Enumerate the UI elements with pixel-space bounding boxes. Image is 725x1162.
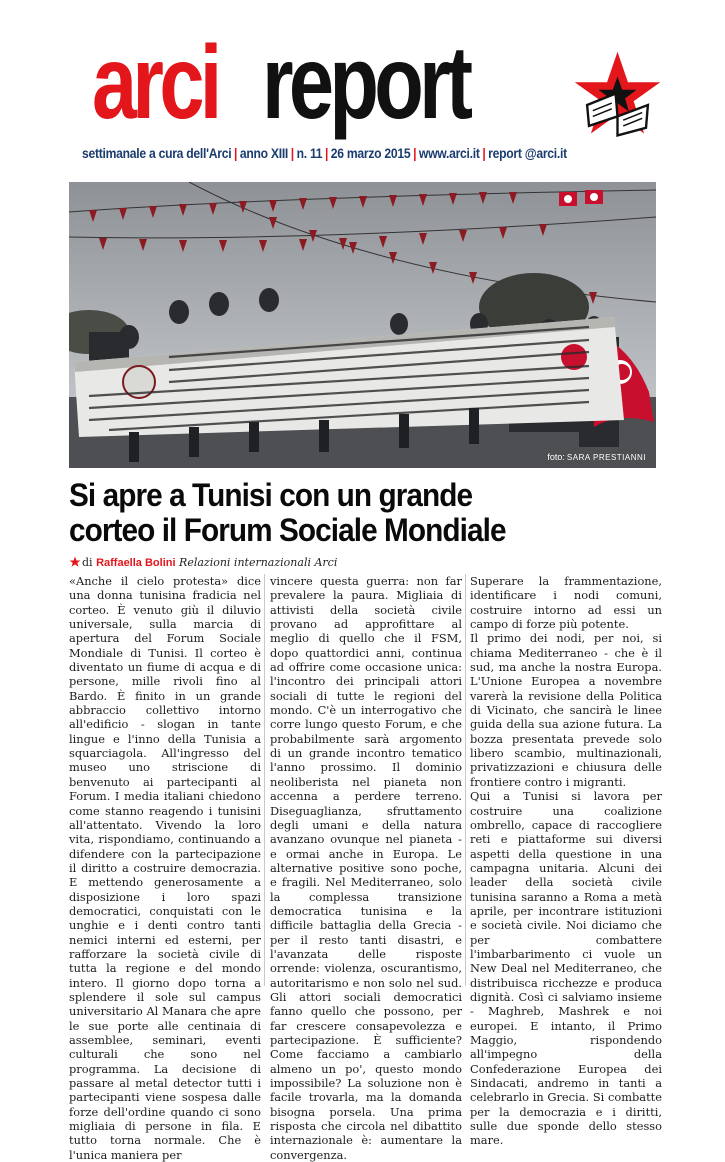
article-column-1	[69, 574, 261, 1162]
photo-credit	[547, 452, 646, 462]
issue-date: 26 marzo 2015	[330, 146, 411, 161]
masthead-arci: arci	[92, 25, 218, 141]
protest-banner-illustration	[69, 182, 656, 468]
publisher-text: settimanale a cura dell'Arci	[82, 146, 232, 161]
paragraph: Superare la frammentazione, identificare i nodi comuni, costruire intorno ad essi un campo di forze più potente.	[470, 574, 662, 632]
article-column-2	[270, 574, 462, 1162]
year-text: anno XIII	[239, 146, 289, 161]
article-column-3	[470, 574, 662, 1148]
website-link[interactable]: www.arci.it	[418, 146, 480, 161]
masthead-report: report	[262, 25, 469, 141]
headline-line-1: Si apre a Tunisi con un grande	[69, 477, 473, 513]
paragraph: vincere questa guerra: non far prevalere la paura. Migliaia di attivisti della società civile provano ad approfittare al meglio di quello che il FSM, dopo quattordici anni, continua ad offrire come occasione unica: l'incontro dei principali attori sociali di tutte le regioni del mondo. C'è un interrogativo che corre lungo questo Forum, e che probabilmente sarà argomento di un grande incontro tematico l'anno prossimo. Il dominio neoliberista nel pianeta non accenna a perdere terreno. Diseguaglianza, sfruttamento degli umani e della natura avanzano ovunque nel pianeta - e ormai anche in Europa. Le alternative positive sono poche, e fragili. Nel Mediterraneo, solo la complessa transizione democratica tunisina e la difficile battaglia della Grecia - per il resto tanti disastri, e l'avanzata delle risposte orrende: violenza, oscurantismo, autoritarismo e non solo nel sud. Gli attori sociali democratici fanno quello che possono, per far crescere consapevolezza e partecipazione. È sufficiente? Come facciamo a cambiarlo almeno un po', questo mondo impossibile? La soluzione non è facile trovarla, ma la domanda bisogna porsela. Una prima risposta che circola nel dibattito internazionale è: aumentare la convergenza.	[270, 574, 462, 1162]
red-star-with-book-icon	[570, 48, 665, 143]
article-headline	[69, 478, 669, 548]
march-photo	[69, 182, 656, 468]
paragraph: Il primo dei nodi, per noi, si chiama Mediterraneo - che è il sud, ma anche la nostra Europa. L'Unione Europea a novembre varerà la revisione della Politica di Vicinato, che sancirà le linee guida della sua azione futura. La bozza presentata prevede solo libero scambio, multinazionali, privatizzazioni e chiusura delle frontiere contro i migranti.	[470, 631, 662, 789]
headline-line-2: corteo il Forum Sociale Mondiale	[69, 512, 506, 548]
author-role: Relazioni internazionali Arci	[179, 556, 338, 569]
column-divider	[465, 574, 466, 986]
issue-number: n. 11	[296, 146, 323, 161]
masthead	[0, 25, 725, 148]
author-name: Raffaella Bolini	[96, 557, 176, 569]
byline-prefix: di	[82, 556, 93, 569]
paragraph: «Anche il cielo protesta» dice una donna tunisina fradicia nel corteo. È venuto giù il diluvio universale, sulla marcia di apertura del Forum Sociale Mondiale di Tunisi. Il corteo è diventato un fiume di acqua e di persone, mille rivoli fino al Bardo. È finito in un grande abbraccio collettivo intorno all'edificio - slogan in tante lingue e l'inno della Tunisia a squarciagola. All'ingresso del museo uno striscione di benvenuto ai partecipanti al Forum. I media italiani chiedono come stanno reagendo i tunisini all'attentato. Vivendo la loro vita, rispondiamo, continuando a difendere con la partecipazione il diritto a costruire democrazia. E mettendo generosamente a disposizione i loro spazi democratici, conquistati con le unghie e i denti contro tanti nemici interni ed esterni, per rafforzare la società civile di tutta la regione e del mondo intero. Il giorno dopo torna a splendere il sole sul campus universitario Al Manara che apre le sue porte alle centinaia di assemblee, seminari, eventi culturali che sono nel programma. La decisione di passare al metal detector tutti i partecipanti viene sospesa dalle forze dell'ordine quando ci sono migliaia di persone in fila. E tutto torna normale. Che è l'unica maniera per	[69, 574, 261, 1162]
byline	[69, 556, 337, 569]
column-divider	[264, 574, 265, 986]
photo-credit-label: foto:	[547, 452, 565, 462]
email-link[interactable]: report @arci.it	[488, 146, 567, 161]
photo-credit-name: SARA PRESTIANNI	[566, 453, 646, 462]
red-star-icon	[69, 556, 81, 568]
issue-info-line: settimanale a cura dell'Arci | anno XIII | n. 11 | 26 marzo 2015 | www.arci.it | report @arci.it	[82, 146, 567, 161]
paragraph: Qui a Tunisi si lavora per costruire una coalizione ombrello, capace di raccogliere reti e piattaforme sui diversi aspetti della questione in una campagna unitaria. Alcuni dei leader della società civile tunisina saranno a Roma a metà aprile, per incontrare istituzioni e società civile. Noi diciamo che per combattere l'imbarbarimento ci vuole un New Deal nel Mediterraneo, che distribuisca ricchezze e produca dignità. Così ci salviamo insieme - Maghreb, Mashrek e noi europei. E intanto, il Primo Maggio, rispondendo all'impegno della Confederazione Europea dei Sindacati, andremo in tanti a celebrarlo in Grecia. Si combatte per la democrazia e i diritti, sulle due sponde dello stesso mare.	[470, 789, 662, 1148]
